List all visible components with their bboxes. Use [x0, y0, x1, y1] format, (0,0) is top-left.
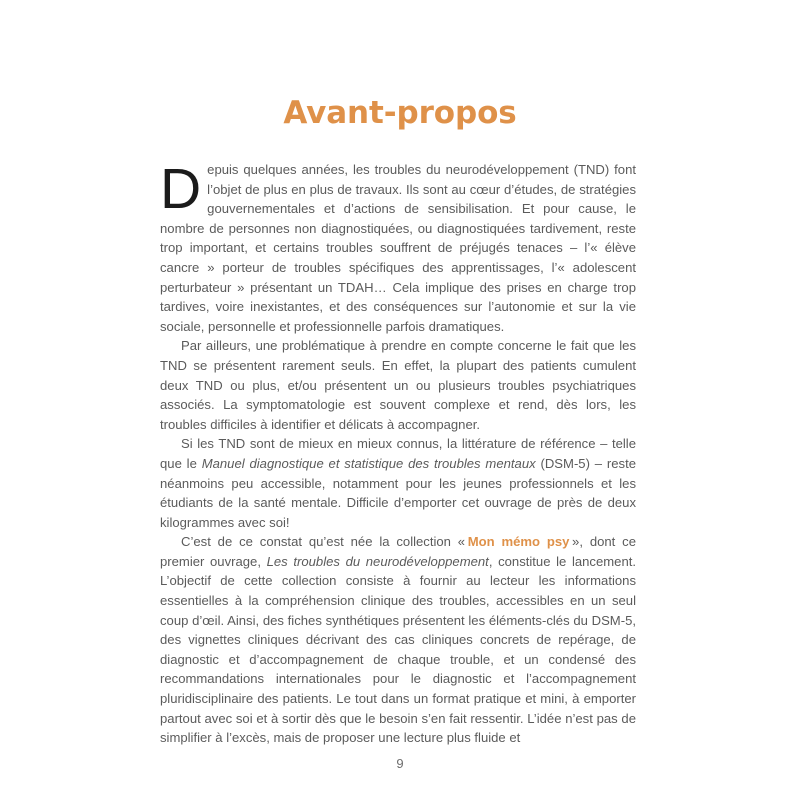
body-text-block [160, 157, 636, 748]
page-number: 9 [396, 756, 404, 771]
collection-name: Mon mémo psy [467, 534, 570, 550]
text-run: , constitue le lancement. L’objectif de cette collection consiste à fournir au lecteur les informations essentielles à la compréhension clinique des troubles, accessibles en un seul coup d’œil. Ainsi, des fiches synthétiques présentent les éléments-clés du DSM-5, des vignettes cliniques décrivant des cas cliniques concrets de repérage, de diagnostic et d’accompagnement de chaque trouble, et un condensé des recommandations internationales pour le diagnostic et l’accompagnement pluridisciplinaire des patients. Le tout dans un format pratique et mini, à emporter partout avec soi et à sortir dès que le besoin s’en fait ressentir. L’idée n’est pas de simplifier à l’excès, mais de proposer une lecture plus fluide et [160, 553, 636, 746]
text-run: Si les TND sont de mieux en mieux connus, la littérature de référence – telle que le [160, 436, 636, 471]
text-run: C’est de ce constat qu’est née la collection « [181, 534, 468, 550]
text-run: (DSM-5) – reste néanmoins peu accessible, notamment pour les jeunes professionnels et les étudiants de la santé mentale. Difficile d’emporter cet ouvrage de près de deux kilogrammes avec soi! [160, 455, 636, 530]
paragraph [160, 532, 636, 748]
italic-title: Les troubles du neurodéveloppement [266, 553, 489, 569]
drop-cap: D [160, 157, 202, 221]
italic-title: Manuel diagnostique et statistique des troubles mentaux [201, 455, 536, 471]
text-run: Par ailleurs, une problématique à prendre en compte concerne le fait que les TND se présentent rarement seuls. En effet, la plupart des patients cumulent deux TND ou plus, et/ou présentent un ou plusieurs troubles psychiatriques associés. La symptomatologie est souvent complexe et rend, dès lors, les troubles difficiles à identifier et délicats à accompagner. [160, 338, 636, 432]
paragraph [160, 434, 636, 532]
paragraph [160, 157, 636, 336]
paragraph [160, 336, 636, 434]
text-run: epuis quelques années, les troubles du neurodéveloppement (TND) font l’objet de plus en plus de travaux. Ils sont au cœur d’études, de stratégies gouvernementales et d’actions de sensibilisation. Et pour cause, le nombre de personnes non diagnostiquées, ou diagnostiquées tardivement, reste trop important, et certains troubles souffrent de préjugés tenaces – l’« élève cancre » porteur de troubles spécifiques des apprentissages, l’« adolescent perturbateur » présentant un TDAH… Cela implique des prises en charge trop tardives, voire inexistantes, et des conséquences sur l’autonomie et sur la vie sociale, personnelle et professionnelle parfois dramatiques. [160, 162, 636, 334]
text-run: », dont ce premier ouvrage, [160, 534, 636, 569]
page-title: Avant-propos [283, 94, 517, 131]
